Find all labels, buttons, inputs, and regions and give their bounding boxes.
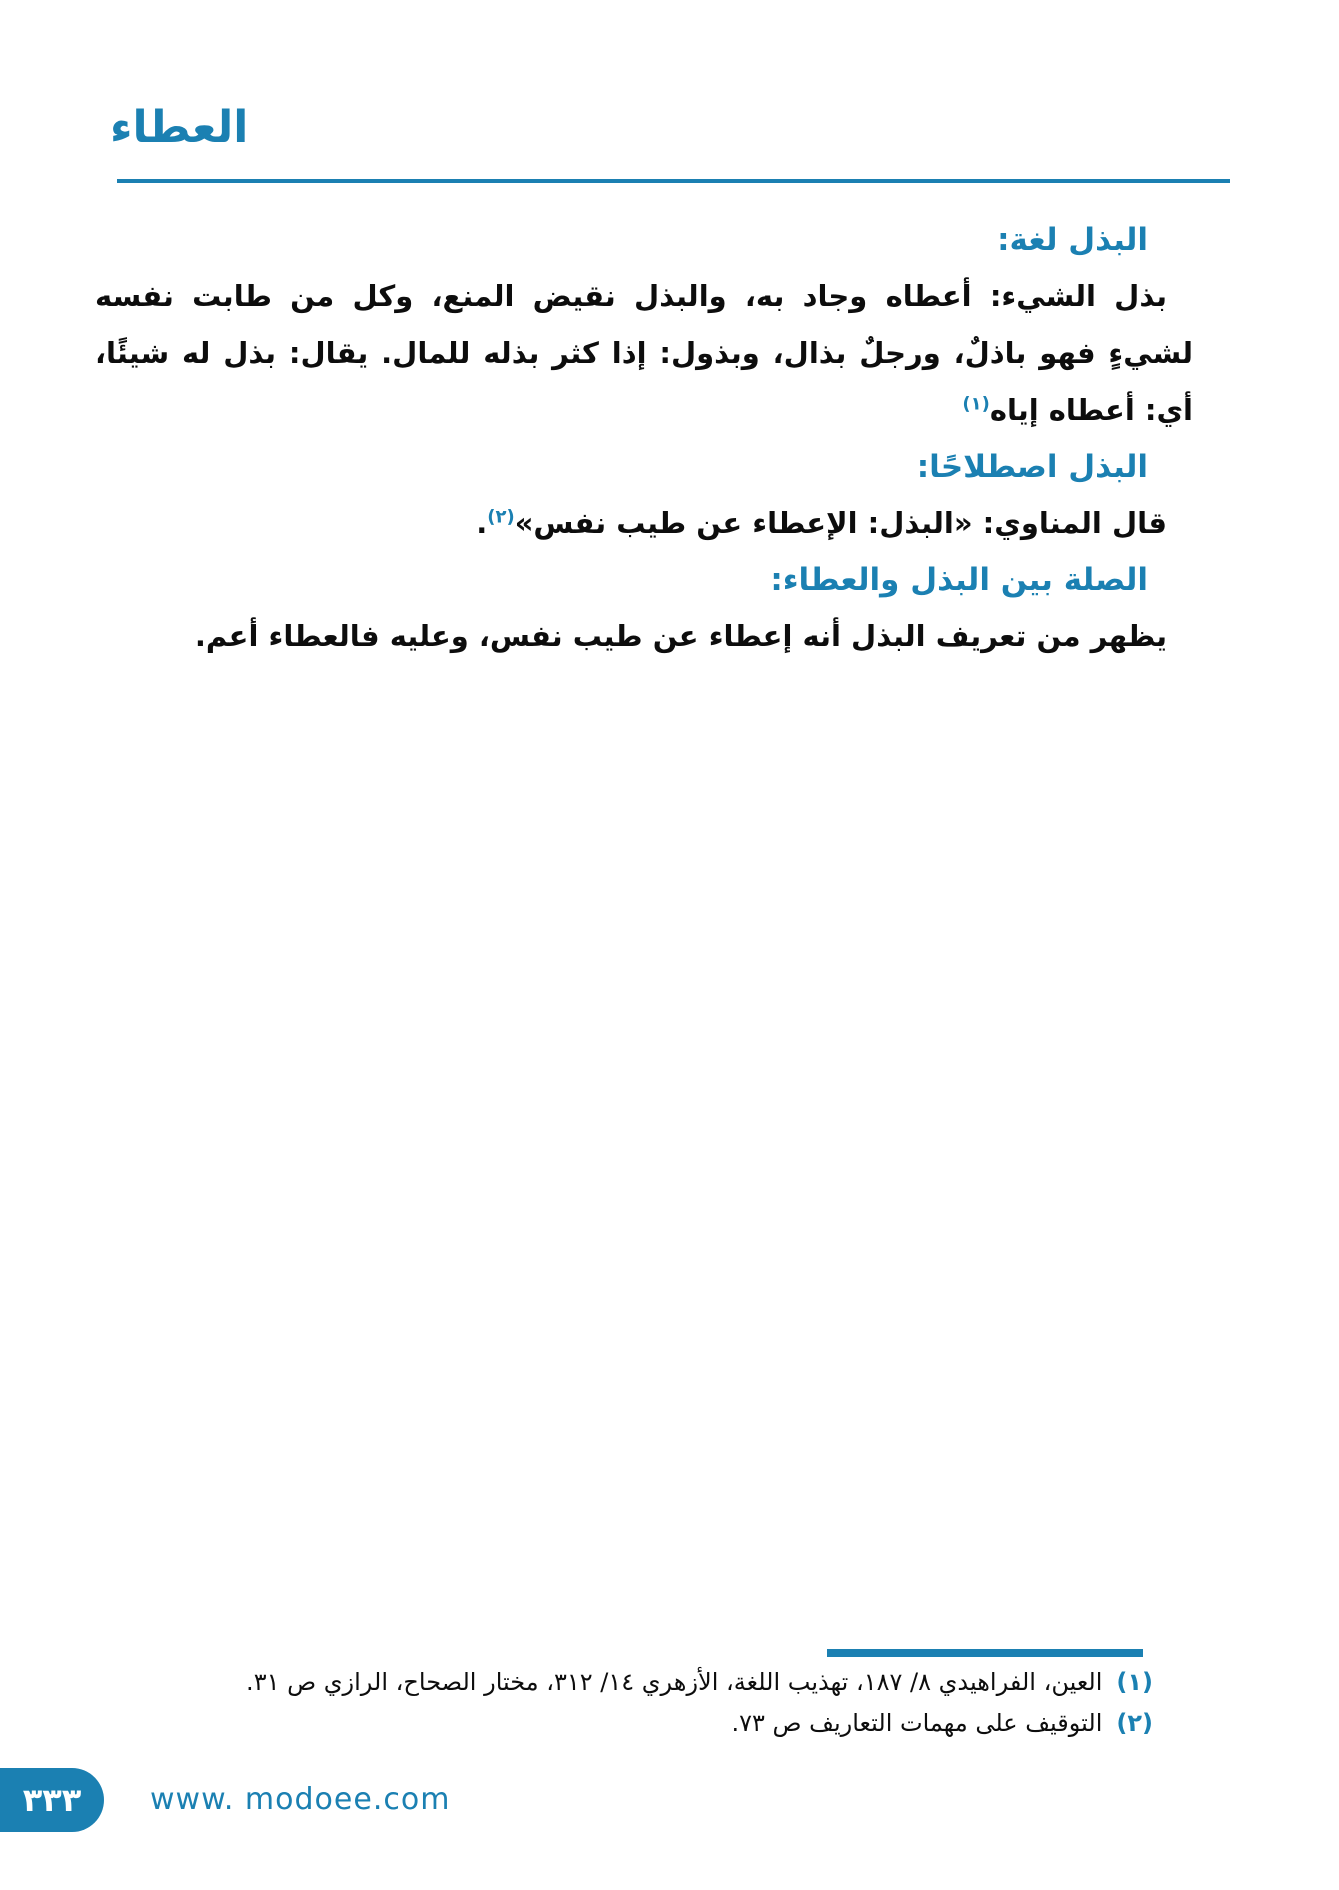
section-heading-lugha: البذل لغة: [997, 222, 1148, 258]
footnote-separator [827, 1649, 1143, 1657]
website-url: www. modoee.com [150, 1782, 451, 1817]
footnotes-area [100, 1662, 1153, 1744]
paragraph-istilah-text: قال المناوي: «البذل: الإعطاء عن طيب نفس» [514, 506, 1167, 540]
paragraph-istilah [95, 495, 1193, 552]
section-heading-istilah: البذل اصطلاحًا: [916, 449, 1148, 485]
title-rule [117, 179, 1230, 183]
footnote-1 [100, 1662, 1153, 1703]
footnote-ref-1: (١) [962, 393, 990, 415]
footnote-2 [100, 1703, 1153, 1744]
paragraph-sila [95, 608, 1193, 665]
footnote-ref-2: (٢) [487, 506, 515, 528]
footnote-2-marker: (٢) [1116, 1709, 1153, 1737]
page-title: العطاء [110, 102, 249, 153]
section-heading-sila: الصلة بين البذل والعطاء: [770, 562, 1148, 598]
paragraph-lugha [95, 268, 1193, 439]
page-number-tab [0, 1768, 104, 1832]
main-content [95, 212, 1193, 665]
page-number: ٣٣٣ [22, 1781, 82, 1819]
paragraph-lugha-text: بذل الشيء: أعطاه وجاد به، والبذل نقيض المنع، وكل من طابت نفسه لشيءٍ فهو باذلٌ، ورجلٌ بذال، وبذول: إذا كثر بذله للمال. يقال: بذل له شيئًا، أي: أعطاه إياه [95, 279, 1193, 427]
paragraph-sila-text: يظهر من تعريف البذل أنه إعطاء عن طيب نفس، وعليه فالعطاء أعم. [194, 619, 1167, 653]
paragraph-istilah-suffix: . [476, 506, 488, 540]
footnote-1-marker: (١) [1116, 1668, 1153, 1696]
footnote-2-text: التوقيف على مهمات التعاريف ص ٧٣. [731, 1709, 1103, 1737]
footnote-1-text: العين، الفراهيدي ٨/ ١٨٧، تهذيب اللغة، الأزهري ١٤/ ٣١٢، مختار الصحاح، الرازي ص ٣١. [246, 1668, 1103, 1696]
